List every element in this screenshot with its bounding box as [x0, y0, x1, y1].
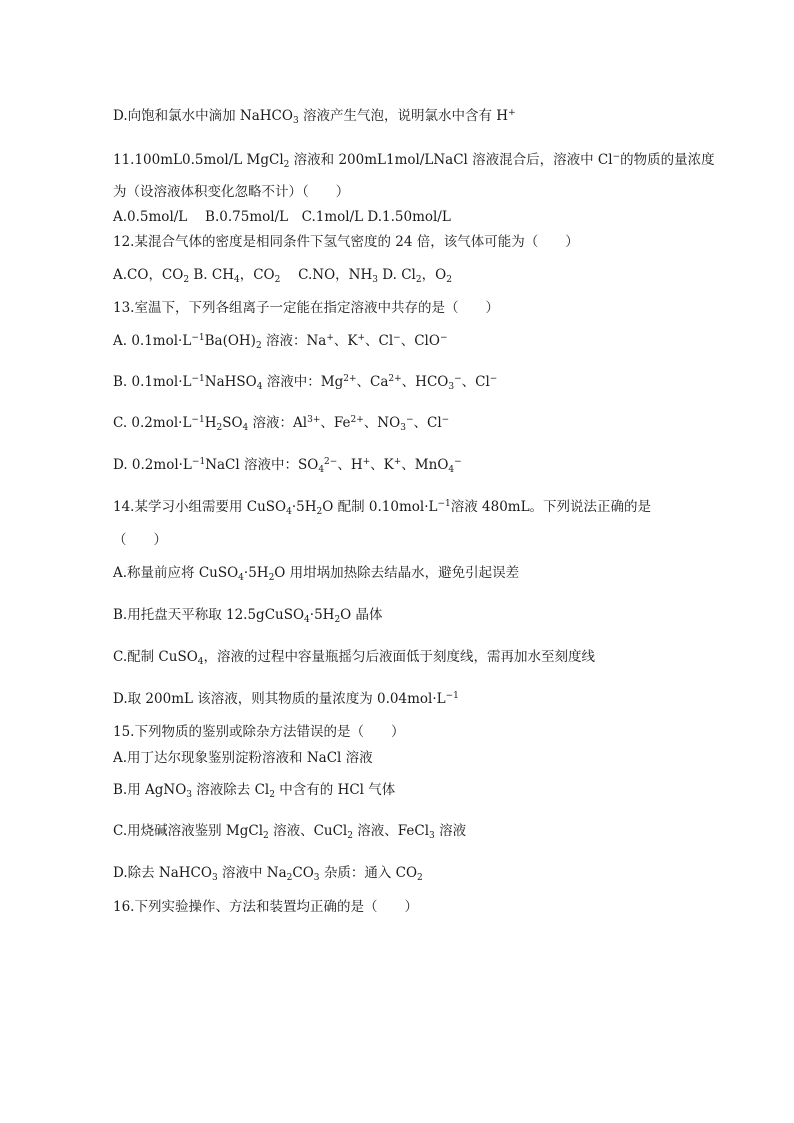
- text-line-q13d: D. $0.2mol\cdot L^{-1}NaCl$ 溶液中：$SO_4^{2-}$、H+、K+、MnO$_4$−: [113, 457, 462, 475]
- text-line-q12: 12.某混合气体的密度是相同条件下氢气密度的 24 倍，该气体可能为（ ）: [113, 234, 579, 250]
- text-line-q15a: A.用丁达尔现象鉴别淀粉溶液和 NaCl 溶液: [113, 750, 373, 766]
- text-line-q14optd: D.取 200mL 该溶液，则其物质的量浓度为 $0.04mol\cdot L^{-1}$: [113, 691, 459, 707]
- text-line-q15c: C.用烧碱溶液鉴别 MgCl$_2$ 溶液、CuCl$_2$ 溶液、FeCl$_3$ 溶液: [113, 823, 467, 841]
- text-line-q13: 13.室温下，下列各组离子一定能在指定溶液中共存的是（ ）: [113, 300, 499, 316]
- text-line-q14optc: C.配制 CuSO$_4$，溶液的过程中容量瓶摇匀后液面低于刻度线，需再加水至刻度线: [113, 649, 596, 667]
- text-line-q16: 16.下列实验操作、方法和装置均正确的是（ ）: [113, 899, 418, 915]
- text-line-q11opt: A.0.5mol/L B.0.75mol/L C.1mol/L D.1.50mol/L: [113, 209, 451, 225]
- text-line-q14opta: A.称量前应将 $CuSO_4\cdot 5H_2O$ 用坩埚加热除去结晶水，避免引起误差: [113, 565, 520, 583]
- text-line-q15d: D.除去 NaHCO$_3$ 溶液中 $Na_2CO_3$ 杂质：通入 $CO_2$: [113, 865, 423, 883]
- text-line-q12opt: A.CO，$CO_2$ B. $CH_4$，$CO_2$ C.NO，$NH_3$ D. $Cl_2$，$O_2$: [113, 267, 452, 285]
- text-line-q15b: B.用 AgNO$_3$ 溶液除去 $Cl_2$ 中含有的 HCl 气体: [113, 782, 396, 800]
- text-line-q14optb: B.用托盘天平称取 $12.5gCuSO_4\cdot 5H_2O$ 晶体: [113, 607, 383, 625]
- text-line-q11a: 11.100mL0.5mol/L MgCl$_2$ 溶液和 200mL1mol/LNaCl 溶液混合后，溶液中 Cl−的物质的量浓度: [113, 152, 715, 170]
- text-line-q13b: B. $0.1mol\cdot L^{-1}NaHSO_4$ 溶液中：$Mg^{2+}$、$Ca^{2+}$、$HCO_3^-$、Cl−: [113, 374, 498, 392]
- text-line-q15: 15.下列物质的鉴别或除杂方法错误的是（ ）: [113, 724, 405, 740]
- text-line-q13c: C. $0.2mol\cdot L^{-1}H_2SO_4$ 溶液：$Al^{3+}$、$Fe^{2+}$、$NO_3^-$、Cl−: [113, 415, 450, 433]
- text-line-q11b: 为（设溶液体积变化忽略不计）（ ）: [113, 184, 350, 200]
- text-line-q14b: （ ）: [113, 532, 167, 548]
- text-line-q14a: 14.某学习小组需要用 $CuSO_4\cdot 5H_2O$ 配制 $0.10mol\cdot L^{-1}$溶液 480mL。下列说法正确的是: [113, 499, 652, 517]
- text-line-d10: D.向饱和氯水中滴加 NaHCO$_3$ 溶液产生气泡，说明氯水中含有 H+: [113, 108, 516, 126]
- text-line-q13a: A. $0.1mol\cdot L^{-1}Ba(OH)_2$ 溶液：Na+、K+、Cl−、ClO−: [113, 333, 448, 351]
